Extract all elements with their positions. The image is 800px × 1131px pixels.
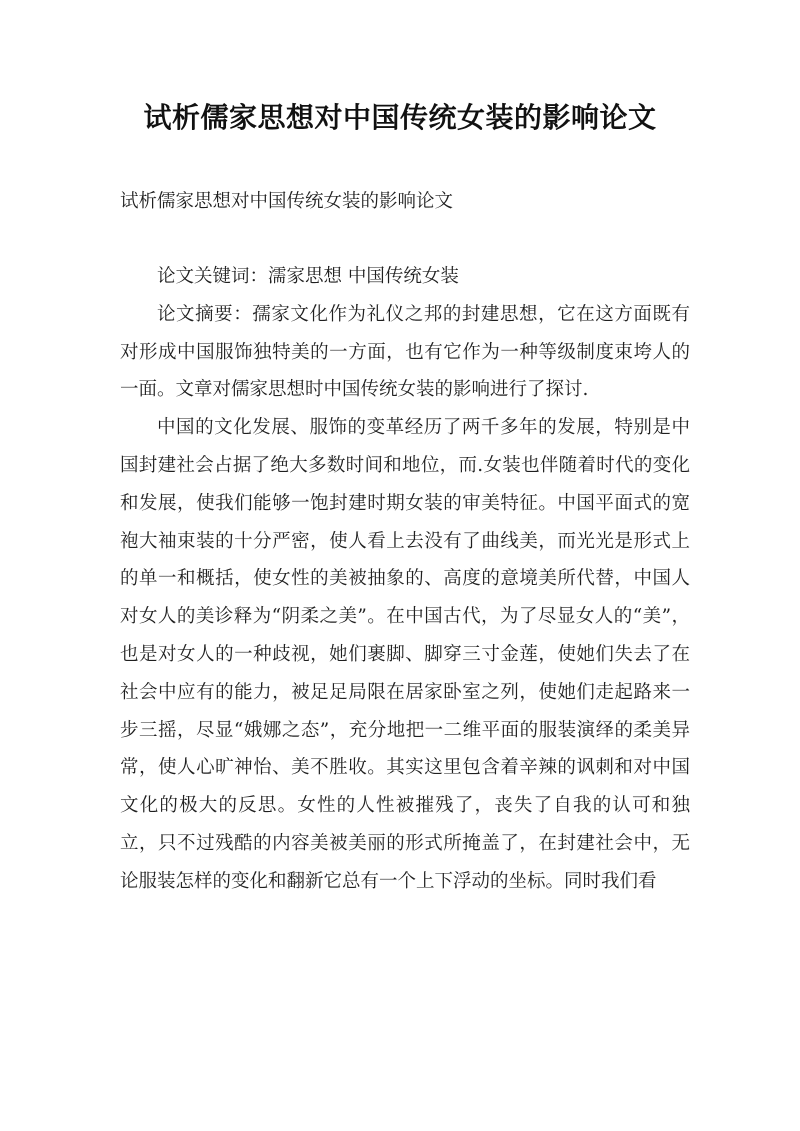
document-title: 试析儒家思想对中国传统女装的影响论文 <box>143 101 657 134</box>
keywords-paragraph: 论文关键词：濡家思想 中国传统女装 <box>157 266 459 287</box>
abstract-paragraph: 论文摘要：孺家文化作为礼仪之邦的封建思想，它在这方面既有对形成中国服饰独特美的一方面，也有它作为一种等级制度束垮人的一面。文章对儒家思想时中国传统女装的影响进行了探讨. <box>120 303 690 401</box>
document-subtitle: 试析儒家思想对中国传统女装的影响论文 <box>120 191 454 212</box>
document-body <box>120 258 690 901</box>
body-paragraph: 中国的文化发展、服饰的变革经历了两千多年的发展，特别是中国封建社会占据了绝大多数时间和地位，而.女装也伴随着时代的变化和发展，使我们能够一饱封建时期女装的审美特征。中国平面式的宽袍大袖束装的十分严密，使人看上去没有了曲线美，而光光是形式上的单一和概括，使女性的美被抽象的、高度的意境美所代替，中国人对女人的美诊释为“阴柔之美”。在中国古代，为了尽显女人的“美”，也是对女人的一种歧视，她们裹脚、脚穿三寸金莲，使她们失去了在社会中应有的能力，被足足局限在居家卧室之列，使她们走起路来一步三摇，尽显“娥娜之态”，充分地把一二维平面的服装演绎的柔美异常，使人心旷神怡、美不胜收。其实这里包含着辛辣的讽刺和对中国文化的极大的反思。女性的人性被摧残了，丧失了自我的认可和独立，只不过残酷的内容美被美丽的形式所掩盖了，在封建社会中，无论服装怎样的变化和翻新它总有一个上下浮动的坐标。同时我们看 <box>120 417 690 892</box>
